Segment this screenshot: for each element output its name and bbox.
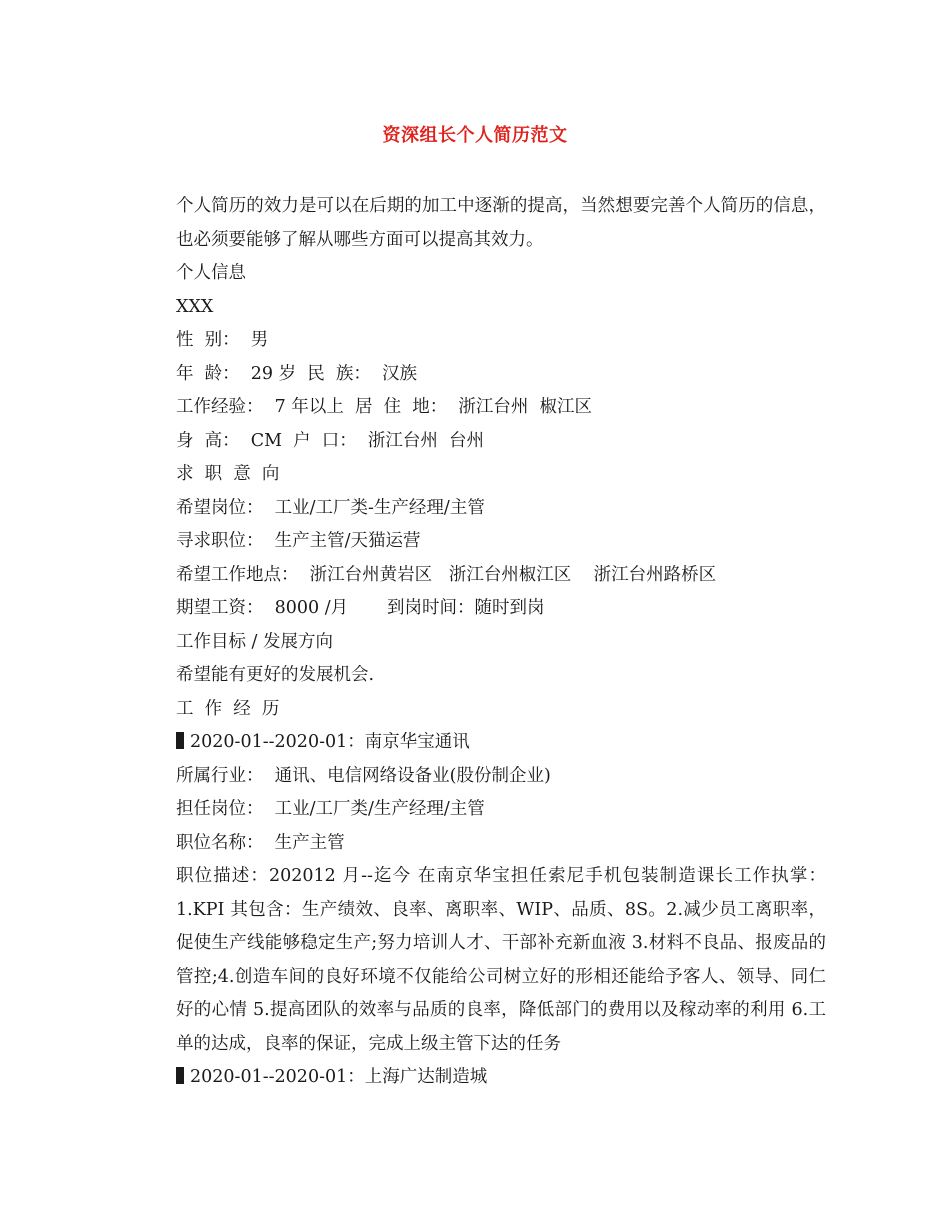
salary-line: 期望工资： 8000 /月 到岗时间：随时到岗 [176, 598, 545, 618]
experience-line: 工作经验： 7 年以上 居 住 地： 浙江台州 椒江区 [176, 397, 592, 417]
goal-heading: 工作目标 / 发展方向 [176, 631, 334, 652]
job2-header [140, 1061, 826, 1095]
document-title: 资深组长个人简历范文 [382, 125, 568, 146]
intro-paragraph: 个人简历的效力是可以在后期的加工中逐渐的提高，当然想要完善个人简历的信息，也必须要能够了解从哪些方面可以提高其效力。 [176, 196, 826, 250]
section-intent-heading: 求 职 意 向 [176, 464, 280, 484]
job1-header-text: 2020-01--2020-01：南京华宝通讯 [190, 732, 470, 752]
job1-title: 职位名称： 生产主管 [176, 832, 345, 853]
job1-description: 职位描述：202012 月--迄今 在南京华宝担任索尼手机包装制造课长工作执掌：1.KPI 其包含：生产绩效、良率、离职率、WIP、品质、8S。2.减少员工离职率，促使生产线能够稳定生产;努力培训人才、干部补充新血液 3.材料不良品、报废品的管控;4.创造车间的良好环境不仅能给公司树立好的形相还能给予客人、领导、同仁好的心情 5.提高团队的效率与品质的良率，降低部门的费用以及稼动率的利用 6.工单的达成，良率的保证，完成上级主管下达的任务 [176, 866, 826, 1054]
name-line: XXX [176, 296, 214, 317]
bullet-marker-icon [176, 732, 184, 749]
job1-industry: 所属行业： 通讯、电信网络设备业(股份制企业) [176, 765, 551, 786]
document-body [140, 190, 826, 1095]
gender-line: 性 别： 男 [176, 330, 269, 350]
desired-position-line: 希望岗位： 工业/工厂类-生产经理/主管 [176, 497, 485, 518]
height-line: 身 高： CM 户 口： 浙江台州 台州 [176, 430, 485, 451]
job2-header-text: 2020-01--2020-01：上海广达制造城 [190, 1067, 488, 1087]
bullet-marker-icon [176, 1067, 184, 1084]
section-personal-heading: 个人信息 [176, 263, 246, 283]
job1-post: 担任岗位： 工业/工厂类/生产经理/主管 [176, 799, 485, 819]
desired-location-line: 希望工作地点： 浙江台州黄岩区 浙江台州椒江区 浙江台州路桥区 [176, 564, 717, 585]
job1-header [140, 726, 826, 760]
age-line: 年 龄： 29 岁 民 族： 汉族 [176, 363, 417, 384]
section-work-heading: 工 作 经 历 [176, 698, 280, 719]
seeking-position-line: 寻求职位： 生产主管/天猫运营 [176, 531, 421, 551]
goal-text: 希望能有更好的发展机会. [176, 665, 375, 685]
